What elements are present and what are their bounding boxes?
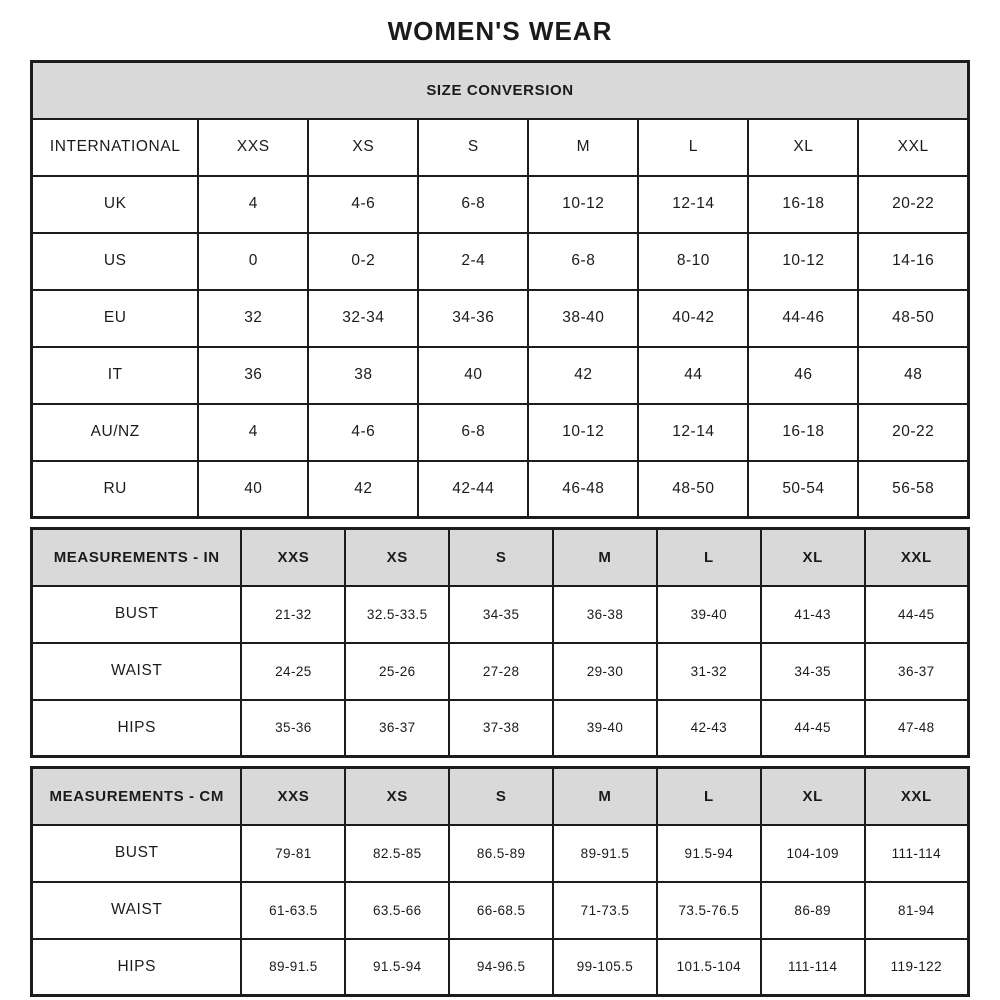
table-cell: 4 <box>198 176 308 233</box>
table-cell: 0-2 <box>308 233 418 290</box>
table-cell: 8-10 <box>638 233 748 290</box>
table-cell: 40-42 <box>638 290 748 347</box>
row-label: HIPS <box>32 700 242 757</box>
column-header-s: S <box>449 768 553 825</box>
table-cell: 10-12 <box>528 176 638 233</box>
column-header-l: L <box>657 529 761 586</box>
row-label: WAIST <box>32 643 242 700</box>
table-cell: 36 <box>198 347 308 404</box>
table-cell: 91.5-94 <box>657 825 761 882</box>
table-cell: 56-58 <box>858 461 968 518</box>
table-cell: 20-22 <box>858 404 968 461</box>
table-cell: 25-26 <box>345 643 449 700</box>
size-conversion-row-us <box>32 233 969 290</box>
table-cell: 42 <box>308 461 418 518</box>
table-cell: 10-12 <box>528 404 638 461</box>
table-cell: 34-36 <box>418 290 528 347</box>
size-conversion-row-it <box>32 347 969 404</box>
table-cell: 34-35 <box>449 586 553 643</box>
column-header-l: L <box>638 119 748 176</box>
size-conversion-row-eu <box>32 290 969 347</box>
column-header-xl: XL <box>748 119 858 176</box>
measurements-cm-header-row <box>32 768 969 825</box>
column-header-s: S <box>449 529 553 586</box>
column-header-xl: XL <box>761 529 865 586</box>
table-cell: 44-45 <box>761 700 865 757</box>
table-cell: 6-8 <box>418 176 528 233</box>
table-cell: 38-40 <box>528 290 638 347</box>
table-cell: 16-18 <box>748 176 858 233</box>
measurements-cm-row-bust <box>32 825 969 882</box>
table-cell: 0 <box>198 233 308 290</box>
table-cell: 14-16 <box>858 233 968 290</box>
column-header-m: M <box>553 768 657 825</box>
measurements-in-table <box>30 527 970 758</box>
size-conversion-row-au-nz <box>32 404 969 461</box>
table-cell: 35-36 <box>241 700 345 757</box>
row-label: US <box>32 233 199 290</box>
measurements-in-row-bust <box>32 586 969 643</box>
table-cell: 4 <box>198 404 308 461</box>
table-cell: 81-94 <box>865 882 969 939</box>
table-cell: 38 <box>308 347 418 404</box>
table-cell: 94-96.5 <box>449 939 553 996</box>
size-conversion-row-header-label: INTERNATIONAL <box>32 119 199 176</box>
table-cell: 89-91.5 <box>241 939 345 996</box>
table-cell: 37-38 <box>449 700 553 757</box>
table-cell: 24-25 <box>241 643 345 700</box>
table-cell: 48 <box>858 347 968 404</box>
table-cell: 41-43 <box>761 586 865 643</box>
table-cell: 2-4 <box>418 233 528 290</box>
table-cell: 32.5-33.5 <box>345 586 449 643</box>
table-cell: 47-48 <box>865 700 969 757</box>
column-header-xl: XL <box>761 768 865 825</box>
size-conversion-header-row <box>32 119 969 176</box>
table-cell: 71-73.5 <box>553 882 657 939</box>
size-conversion-banner-row <box>32 62 969 119</box>
table-cell: 91.5-94 <box>345 939 449 996</box>
table-cell: 46 <box>748 347 858 404</box>
row-label: BUST <box>32 586 242 643</box>
table-cell: 6-8 <box>528 233 638 290</box>
table-cell: 31-32 <box>657 643 761 700</box>
table-cell: 40 <box>198 461 308 518</box>
column-header-xxl: XXL <box>858 119 968 176</box>
table-cell: 50-54 <box>748 461 858 518</box>
table-cell: 21-32 <box>241 586 345 643</box>
size-conversion-table <box>30 60 970 519</box>
table-cell: 61-63.5 <box>241 882 345 939</box>
measurements-in-row-hips <box>32 700 969 757</box>
column-header-l: L <box>657 768 761 825</box>
row-label: UK <box>32 176 199 233</box>
table-cell: 44-45 <box>865 586 969 643</box>
column-header-xxs: XXS <box>198 119 308 176</box>
table-cell: 42-43 <box>657 700 761 757</box>
column-header-s: S <box>418 119 528 176</box>
table-cell: 4-6 <box>308 404 418 461</box>
table-cell: 42 <box>528 347 638 404</box>
row-label: AU/NZ <box>32 404 199 461</box>
column-header-xxs: XXS <box>241 768 345 825</box>
table-cell: 29-30 <box>553 643 657 700</box>
size-conversion-row-uk <box>32 176 969 233</box>
table-cell: 20-22 <box>858 176 968 233</box>
column-header-xs: XS <box>345 529 449 586</box>
measurements-cm-table <box>30 766 970 997</box>
table-cell: 46-48 <box>528 461 638 518</box>
table-cell: 4-6 <box>308 176 418 233</box>
table-cell: 89-91.5 <box>553 825 657 882</box>
table-cell: 12-14 <box>638 404 748 461</box>
table-cell: 39-40 <box>657 586 761 643</box>
table-cell: 48-50 <box>858 290 968 347</box>
table-cell: 63.5-66 <box>345 882 449 939</box>
row-label: HIPS <box>32 939 242 996</box>
table-cell: 66-68.5 <box>449 882 553 939</box>
column-header-xs: XS <box>345 768 449 825</box>
table-cell: 27-28 <box>449 643 553 700</box>
table-cell: 73.5-76.5 <box>657 882 761 939</box>
measurements-in-header-row <box>32 529 969 586</box>
table-cell: 12-14 <box>638 176 748 233</box>
table-cell: 86-89 <box>761 882 865 939</box>
table-cell: 111-114 <box>761 939 865 996</box>
table-cell: 86.5-89 <box>449 825 553 882</box>
table-cell: 36-37 <box>865 643 969 700</box>
table-cell: 36-38 <box>553 586 657 643</box>
row-label: EU <box>32 290 199 347</box>
column-header-xxl: XXL <box>865 529 969 586</box>
table-cell: 6-8 <box>418 404 528 461</box>
table-cell: 39-40 <box>553 700 657 757</box>
table-cell: 44-46 <box>748 290 858 347</box>
measurements-in-row-waist <box>32 643 969 700</box>
measurements-in-row-header-label: MEASUREMENTS - IN <box>32 529 242 586</box>
table-cell: 111-114 <box>865 825 969 882</box>
table-cell: 82.5-85 <box>345 825 449 882</box>
table-cell: 32 <box>198 290 308 347</box>
row-label: IT <box>32 347 199 404</box>
table-cell: 101.5-104 <box>657 939 761 996</box>
column-header-m: M <box>528 119 638 176</box>
measurements-cm-row-hips <box>32 939 969 996</box>
table-cell: 104-109 <box>761 825 865 882</box>
table-cell: 40 <box>418 347 528 404</box>
column-header-xxl: XXL <box>865 768 969 825</box>
size-conversion-title: SIZE CONVERSION <box>32 62 969 119</box>
column-header-xxs: XXS <box>241 529 345 586</box>
table-cell: 119-122 <box>865 939 969 996</box>
table-cell: 99-105.5 <box>553 939 657 996</box>
column-header-m: M <box>553 529 657 586</box>
table-cell: 32-34 <box>308 290 418 347</box>
table-cell: 10-12 <box>748 233 858 290</box>
column-header-xs: XS <box>308 119 418 176</box>
measurements-cm-row-header-label: MEASUREMENTS - CM <box>32 768 242 825</box>
table-cell: 16-18 <box>748 404 858 461</box>
table-cell: 44 <box>638 347 748 404</box>
table-cell: 42-44 <box>418 461 528 518</box>
row-label: BUST <box>32 825 242 882</box>
table-cell: 79-81 <box>241 825 345 882</box>
row-label: RU <box>32 461 199 518</box>
row-label: WAIST <box>32 882 242 939</box>
table-cell: 48-50 <box>638 461 748 518</box>
page-title: WOMEN'S WEAR <box>387 16 613 46</box>
size-conversion-row-ru <box>32 461 969 518</box>
table-cell: 34-35 <box>761 643 865 700</box>
measurements-cm-row-waist <box>32 882 969 939</box>
table-cell: 36-37 <box>345 700 449 757</box>
